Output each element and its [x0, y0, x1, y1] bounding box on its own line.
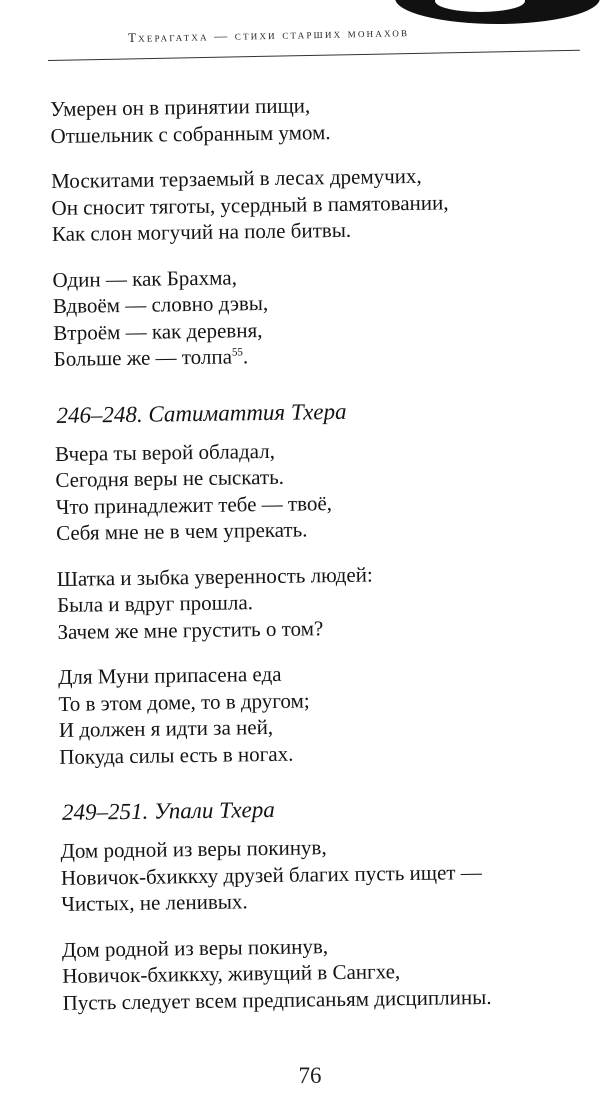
stanza	[52, 259, 593, 373]
stanza	[55, 433, 596, 547]
section-heading: 246–248. Сатиматтия Тхера	[56, 398, 347, 428]
verse-line: Втроём — как деревня,	[53, 317, 263, 345]
end-punctuation: .	[242, 344, 249, 369]
verse-line: Новичок-бхиккху друзей благих пусть ищет —	[60, 859, 482, 890]
verse-line: Покуда силы есть в ногах.	[59, 741, 294, 769]
running-head: Тхерагатха — стихи старших монахов	[127, 24, 410, 45]
verse-line-text: Больше же — толпа	[53, 344, 233, 371]
verse-line: Вдвоём — словно дэвы,	[52, 290, 269, 318]
verse-line: Дом родной из веры покинув,	[60, 835, 327, 863]
verse-line: Шатка и зыбка уверенность людей:	[56, 562, 373, 591]
verse-line: Один — как Брахма,	[52, 264, 238, 292]
verse-line: Была и вдруг прошла.	[56, 590, 254, 617]
header-rule	[48, 50, 580, 61]
verse-line: Как слон могучий на поле битвы.	[51, 217, 352, 246]
verse-line: Для Муни припасена еда	[57, 661, 282, 689]
stanza	[62, 929, 600, 1016]
verse-line: Зачем же мне грустить о том?	[57, 615, 324, 644]
section-heading: 249–251. Упали Тхера	[61, 796, 275, 825]
verse-line: Вчера ты верой обладал,	[54, 438, 276, 466]
verse-line: То в этом доме, то в другом;	[58, 687, 310, 716]
verse-line: Что принадлежит тебе — твоё,	[55, 490, 333, 519]
verse-line: Он сносит тяготы, усердный в памятовании,	[51, 189, 449, 220]
page-corner-decoration	[395, 0, 600, 24]
verse-line: Новичок-бхиккху, живущий в Сангхе,	[62, 959, 401, 988]
verse-line: Чистых, не ленивых.	[61, 889, 248, 916]
verse-line: И должен я идти за ней,	[58, 714, 274, 742]
verse-line: Москитами терзаемый в лесах дремучих,	[51, 163, 422, 193]
poem-body	[50, 88, 600, 1034]
verse-line: Себя мне не в чем упрекать.	[55, 517, 308, 545]
stanza	[50, 88, 591, 149]
page-number: 76	[298, 1063, 322, 1088]
stanza	[51, 160, 592, 247]
stanza	[58, 656, 599, 770]
stanza	[60, 830, 600, 917]
verse-line: Пусть следует всем предписаньям дисциплины.	[62, 984, 492, 1015]
stanza	[57, 558, 598, 645]
verse-line: Умерен он в принятии пищи,	[50, 93, 311, 121]
verse-line: Сегодня веры не сыскать.	[55, 464, 285, 492]
verse-line: Отшельник с собранным умом.	[50, 119, 331, 148]
verse-line: Дом родной из веры покинув,	[61, 933, 329, 962]
footnote-marker: 55	[231, 346, 243, 359]
